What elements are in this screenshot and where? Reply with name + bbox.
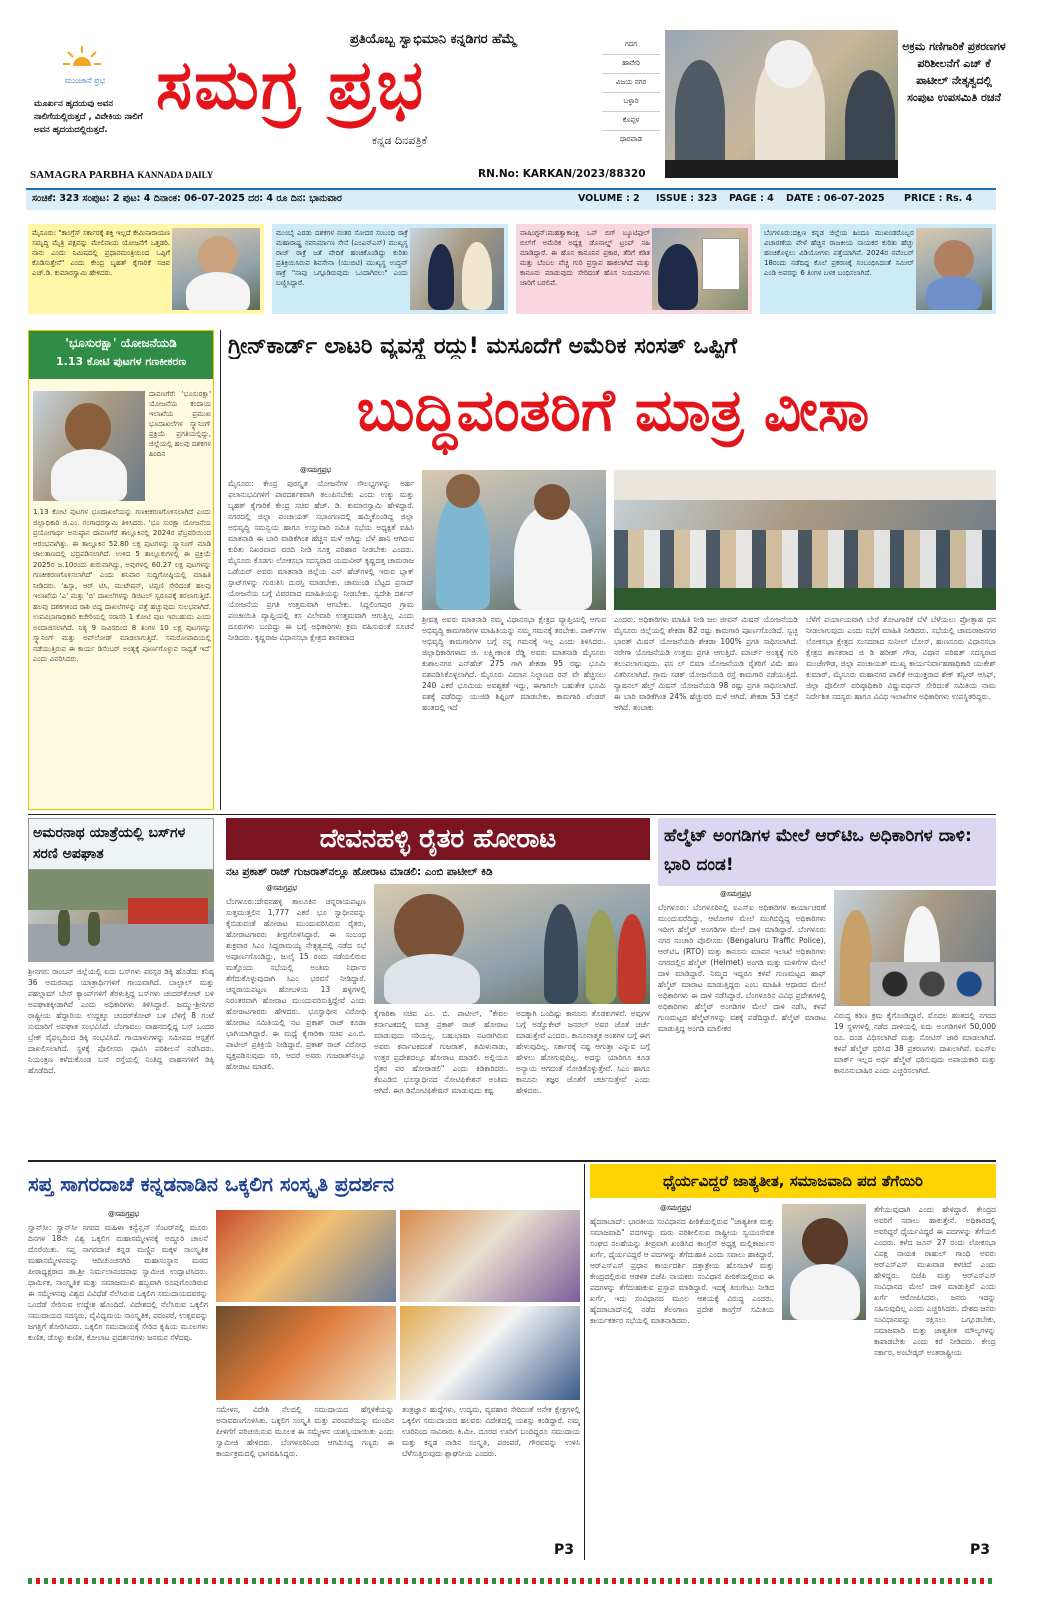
- masthead-subtitle: ಕನ್ನಡ ದಿನಪತ್ರಿಕೆ: [372, 134, 428, 147]
- amarnath-photo: [28, 870, 214, 962]
- devanahalli-section[interactable]: [226, 818, 650, 1158]
- sapta-photo: [216, 1306, 396, 1400]
- bhusuraksha-photo: [33, 391, 145, 501]
- lead-kicker: ಗ್ರೀನ್‌ಕಾರ್ಡ್ ಲಾಟರಿ ವ್ಯವಸ್ಥೆ ರದ್ದು! ಮಸೂದೆಗೆ ಅಮೆರಿಕ ಸಂಸತ್ ಒಪ್ಪಿಗೆ: [228, 334, 738, 359]
- teaser-photo: [652, 228, 748, 310]
- edition-item: ಗದಗ: [602, 36, 660, 55]
- devanahalli-col3: ಅದಕ್ಕಾಗಿ ಒಂದಿಷ್ಟು ಕಾನೂನು ತೊಡಕುಗಳಿವೆ. ಅವುಗಳ ಬಗ್ಗೆ ಅಡ್ವೊಕೇಟ್ ಜನರಲ್ ಅವರ ಜೊತೆ ಚರ್ಚೆ ಮಾಡುತ್ತೇವೆ ಎಂದರು. ಕಾನೂನಾತ್ಮಕ ಅಂಶಗಳ ಬಗ್ಗೆ ಈಗ ಹೇಳುವುದಿಲ್ಲ. ಸರ್ಕಾರಕ್ಕೆ ನಷ್ಟ ಆಗುತ್ತಾ ಎನ್ನುವ ಬಗ್ಗೆ ಹೇಳಲು ಹೋಗುವುದಿಲ್ಲ. ಅದನ್ನು ಯಾರಿಗೂ ಕೂಡ ಅನ್ಯಾಯ ಆಗದಂತೆ ನೋಡಿಕೊಳ್ಳುತ್ತೇವೆ. ಸಿಎಂ ಹಾಗೂ ಕಾನೂನು ತಜ್ಞರ ಜೊತೆಗೆ ಚರ್ಚಿಸುತ್ತೇವೆ ಎಂದು ಹೇಳಿದರು.: [516, 1009, 650, 1095]
- teaser-text: ವಾಷಿಂಗ್ಟನ್:ಮಹತ್ವಾಕಾಂಕ್ಷಿ ಒನ್ ಬಿಗ್ ಬ್ಯೂಟಿಫುಲ್ ಬಿಲ್‌ಗೆ ಅಮೆರಿಕ ಅಧ್ಯಕ್ಷ ಡೊನಾಲ್ಡ್ ಟ್ರಂಪ್ ಸಹಿ ಮಾಡಿದ್ದಾರೆ. ಈ ಹೊಸ ಕಾನೂನಿನ ಪ್ರಕಾರ, ತೆರಿಗೆ ಕಡಿತ ಮತ್ತು ಬೆಂಬಲ ವೆಚ್ಚ ಗುರಿ ಪ್ರಸ್ತಾಪ ಹಾಕಲಾಗಿದೆ ಮತ್ತು ಕಾನೂನು ಮಾಡುವುದು ಸೇರಿದಂತೆ ಹೊಸ ನಿಯಮಗಳು ಜಾರಿಗೆ ಬರಲಿವೆ.: [520, 229, 650, 287]
- divider: [28, 814, 996, 815]
- teaser-photo: [916, 228, 992, 310]
- divider: [584, 1164, 585, 1560]
- motto-top: ಪ್ರತಿಯೊಬ್ಬ ಸ್ವಾಭಿಮಾನಿ ಕನ್ನಡಿಗರ ಹೆಮ್ಮೆ: [350, 32, 517, 47]
- dhairya-col1: ಹೈದರಾಬಾದ್: ಭಾರತೀಯ ಸಂವಿಧಾನದ ಪೀಠಿಕೆಯಲ್ಲಿರುವ "ಜಾತ್ಯತೀತ ಮತ್ತು ಸಮಾಜವಾದಿ" ಪದಗಳನ್ನು ಮರು ಪರಿಶೀಲಿಸುವ ರಾಷ್ಟ್ರೀಯ ಸ್ವಯಂಸೇವಕ ಸಂಘದ ಸಲಹೆಯನ್ನು ತೀವ್ರವಾಗಿ ಖಂಡಿಸಿದ ಕಾಂಗ್ರೆಸ್ ಅಧ್ಯಕ್ಷ ಮಲ್ಲಿಕಾರ್ಜುನ ಖರ್ಗೆ, ಧೈರ್ಯವಿದ್ದರೆ ಆ ಪದಗಳನ್ನು ತೆಗೆದುಹಾಕಿ ಎಂದು ಸವಾಲು ಹಾಕಿದ್ದಾರೆ. ಆರ್‌ಎಸ್‌ಎಸ್ ಪ್ರಧಾನ ಕಾರ್ಯದರ್ಶಿ ದತ್ತಾತ್ರೇಯ ಹೊಸಬಾಳೆ ಮತ್ತು ಕೇಂದ್ರದಲ್ಲಿರುವ ಆಡಳಿತ ಬಿಜೆಪಿ ನಾಯಕರು ಸಂವಿಧಾನ ಪೀಠಿಕೆಯಲ್ಲಿರುವ ಈ ಪದಗಳನ್ನು ತೆಗೆದುಹಾಕುವ ಪ್ರಸ್ತಾಪ ಮಾಡಿದ್ದಾರೆ. ಇದಕ್ಕೆ ತಿರುಗೇಟು ನೀಡಿದ ಖರ್ಗೆ, ಇದು ಸಂವಿಧಾನದ ಮೂಲ ಆಶಯಕ್ಕೆ ವಿರುದ್ಧ ಎಂದರು. ಹೈದರಾಬಾದ್‌ನಲ್ಲಿ ನಡೆದ ತೆಲಂಗಾಣ ಪ್ರದೇಶ ಕಾಂಗ್ರೆಸ್ ಸಮಿತಿಯ ಕಾರ್ಯಕರ್ತರ ಸಭೆಯಲ್ಲಿ ಮಾತನಾಡಿದರು.: [590, 1217, 774, 1325]
- amarnath-headline: ಅಮರನಾಥ ಯಾತ್ರೆಯಲ್ಲಿ ಬಸ್‌ಗಳ ಸರಣಿ ಅಪಘಾತ: [28, 818, 214, 870]
- helmet-col1: ಬೆಂಗಳೂರು: ಬೆಂಗಳೂರಿನಲ್ಲಿ ಐಎಸ್ಐ ಅಧಿಕಾರಿಗಳ ಕಾರ್ಯಾಚರಣೆ ಮುಂದುವರೆದಿದ್ದು, ಆಟೋಗಳ ಮೇಲೆ ಮುಗಿಬಿದ್ದಿದ್ದ ಅಧಿಕಾರಿಗಳು ಇದೀಗ ಹೆಲ್ಮೆಟ್ ಅಂಗಡಿಗಳ ಮೇಲೆ ದಾಳಿ ಮಾಡಿದ್ದಾರೆ. ಬೆಂಗಳೂರು ನಗರ ಸಂಚಾರಿ ಪೊಲೀಸರು (Bengaluru Traffic Police), ಆರ್‌ಟಿಒ (RTO) ಮತ್ತು ಕಾನೂನು ಮಾಪನ ಇಲಾಖೆ ಅಧಿಕಾರಿಗಳು ನಗರದಲ್ಲಿನ ಹೆಲ್ಮೆಟ್ (Helmet) ಅಂಗಡಿ ಮತ್ತು ಮಳಿಗೆಗಳ ಮೇಲೆ ದಾಳಿ ಮಾಡಿದ್ದಾರೆ. ನಿಮ್ಮದ ಇದ್ದರೂ ಕಳಪೆ ಗುಣಮಟ್ಟದ ಹಾಫ್ ಹೆಲ್ಮೆಟ್ ಮಾರಾಟ ಮಾಡುತ್ತಿದ್ದರು ಎಂಬ ಮಾಹಿತಿ ಆಧಾರದ ಮೇಲೆ ಅಧಿಕಾರಿಗಳು ಈ ದಾಳಿ ನಡೆಸಿದ್ದಾರೆ. ಬೆಂಗಳೂರಿನ ವಿವಿಧ ಪ್ರದೇಶಗಳಲ್ಲಿ ಅಧಿಕಾರಿಗಳು ಹೆಲ್ಮೆಟ್ ಅಂಗಡಿಗಳ ಮೇಲೆ ದಾಳಿ ನಡೆಸಿ, ಕಳಪೆ ಗುಣಮಟ್ಟದ ಹೆಲ್ಮೆಟ್‌ಗಳನ್ನು ವಶಕ್ಕೆ ಪಡೆದಿದ್ದಾರೆ. ಹೆಲ್ಮೆಟ್ ಮಾರಾಟ ಮಾಡುತ್ತಿದ್ದ ಅಂಗಡಿ ಮಾಲೀಕರ: [658, 903, 826, 1033]
- teaser-4[interactable]: [760, 224, 996, 314]
- english-daily: KANNADA DAILY: [137, 170, 214, 180]
- lead-col1: ಮೈಸೂರು: ಕೇಂದ್ರ ಪುರಸ್ಕೃತ ಯೋಜನೆಗಳ ಸೌಲಭ್ಯಗಳನ್ನು ಅರ್ಹ ಫಲಾನುಭವಿಗಳಿಗೆ ಪಾರದರ್ಶಕವಾಗಿ ತಲುಪಿಸಬೇಕು ಎಂದು ಉಕ್ಕು ಮತ್ತು ಬೃಹತ್ ಕೈಗಾರಿಕೆ ಕೇಂದ್ರ ಸಚಿವ ಹೆಚ್. ಡಿ. ಕುಮಾರಸ್ವಾಮಿ ಹೇಳಿದ್ದಾರೆ. ನಗರದಲ್ಲಿ ಜಿಲ್ಲಾ ಪಂಚಾಯತ್ ಸಭಾಂಗಣದಲ್ಲಿ ಹಮ್ಮಿಕೊಂಡಿದ್ದ ಜಿಲ್ಲಾ ಅಭಿವೃದ್ಧಿ ಸಮನ್ವಯ ಹಾಗೂ ಉಸ್ತುವಾರಿ ಸಮಿತಿ ಸಭೆಯ ಅಧ್ಯಕ್ಷತೆ ವಹಿಸಿ ಮಾತನಾಡಿ ಈ ಬಾರಿ ವಾಡಿಕೆಗಿಂತ ಹೆಚ್ಚಿನ ಮಳೆ ಆಗಿದ್ದು ಬೆಳೆ ಹಾನಿ ಆಗಿರುವ ಕುರಿತು ನಿಖರವಾದ ವರದಿ ನೀಡಿ ಸೂಕ್ತ ಪರಿಹಾರ ನೀಡಬೇಕು ಎಂದರು. ಮೈಸೂರು ಕೊಡಗು ಲೋಕಸಭಾ ಸದಸ್ಯರಾದ ಯದುವೀರ್ ಕೃಷ್ಣದತ್ತ ಚಾಮರಾಜ ಒಡೆಯರ್ ಅವರು ಮಾತನಾಡಿ ಜಿಲ್ಲೆಯ ಎನ್ ಹೆಚ್‌ಗಳಲ್ಲಿ ಇರುವ ಬ್ಲಾಕ್ ಸ್ಪಾಟ್‌ಗಳನ್ನು ಗುರುತಿಸಿ ದುರಸ್ತಿ ಮಾಡಬೇಕು. ಚಾಮುಂಡಿ ಬೆಟ್ಟದ ಪ್ರಸಾದ್ ಯೋಜನೆಯ ಬಗ್ಗೆ ವಿವರವಾದ ಮಾಹಿತಿಯನ್ನು ನೀಡಬೇಕು. ಸ್ವದೇಶಿ ದರ್ಶನ್ ಯೋಜನೆಯ ಪ್ರಗತಿ ಉತ್ತಮವಾಗಿ ಆಗಬೇಕು. ಸಿದ್ದಲಿಂಗಪುರ ಗ್ರಾಮ ಪಂಚಾಯಿತಿ ವ್ಯಾಪ್ತಿಯಲ್ಲಿ ಕಸ ವಿಲೇವಾರಿ ಉತ್ತಮವಾಗಿ ಆಗುತ್ತಿಲ್ಲ ಎಂದು ದೂರುಗಳು ಬಂದಿದ್ದು ಈ ಬಗ್ಗೆ ಅಧಿಕಾರಿಗಳು ಕ್ರಮ ವಹಿಸುವಂತೆ ಸೂಚನೆ ನೀಡಿದರು. ಕೃಷ್ಣರಾಜ ವಿಧಾನಸಭಾ ಕ್ಷೇತ್ರದ ಶಾಸಕರಾದ: [228, 479, 414, 642]
- teaser-2[interactable]: [272, 224, 508, 314]
- english-title: SAMAGRA PARBHA: [30, 169, 135, 181]
- teaser-text: ಮೈಸೂರು: "ಕಾಂಗ್ರೆಸ್ ಸರ್ಕಾರಕ್ಕೆ ಶಕ್ತಿ ಇಲ್ಲದೆ ಕೇಮಿನಾರಾಯಣ ಸಮೃದ್ಧಿ ಮೈತ್ರಿ ಪಕ್ಷವನ್ನು ಮೇಲಿನಾಯ ಯೋಜನೆಗೆ ಒತ್ತಡರಿ. ನಾನು ಎಂದು ನಿಮಿಷದಲ್ಲಿ ಪ್ರಧಾನಮಂತ್ರಿಯಿಂದ ಒಪ್ಪಿಗೆ ಕೊಡಿಸುತ್ತೇನೆ" ಎಂದು ಕೇಂದ್ರ ಬೃಹತ್ ಕೈಗಾರಿಕೆ ಸಚಿವ ಎಚ್.ಡಿ. ಕುಮಾರಸ್ವಾಮಿ ಹೇಳಿದರು.: [32, 229, 170, 277]
- dhairya-byline: @ಸಮಗ್ರಪ್ರಭ: [660, 1204, 692, 1212]
- devanahalli-byline: @ಸಮಗ್ರಪ್ರಭ: [266, 884, 298, 892]
- lead-headline: ಬುದ್ಧಿವಂತರಿಗೆ ಮಾತ್ರ ವೀಸಾ: [356, 376, 870, 444]
- teaser-3[interactable]: [516, 224, 752, 314]
- teaser-1[interactable]: [28, 224, 264, 314]
- info-kannada: ಸಂಚಿಕೆ: 323 ಸಂಪುಟ: 2 ಪುಟ: 4 ದಿನಾಂಕ: 06-07-2025 ದರ: 4 ರೂ ದಿನ: ಭಾನುವಾರ: [32, 193, 342, 204]
- helmet-headline-box: [658, 818, 996, 886]
- sapta-section[interactable]: [28, 1164, 580, 1560]
- helmet-headline: ಹೆಲ್ಮೆಟ್ ಅಂಗಡಿಗಳ ಮೇಲೆ ಆರ್‌ಟಿಒ ಅಧಿಕಾರಿಗಳ ದಾಳಿ: ಭಾರಿ ದಂಡ!: [664, 826, 972, 875]
- edition-list: [602, 36, 660, 150]
- sapta-col1: ಸ್ವಾನ್‌ಸೀ: ಸ್ವಾನ್‌ಸೀ ನಗರದ ಮಹಿಳಾ ಕನ್ವೆನ್ಷನ್ ಸೆಂಟರ್‌ನಲ್ಲಿ ಮೂರು ದಿನಗಳ 18ನೇ ವಿಶ್ವ ಒಕ್ಕಲಿಗ ಮಹಾಸಮ್ಮೇಳನಕ್ಕೆ ಅದ್ದೂರಿ ಚಾಲನೆ ದೊರೆಯಿತು. ಸಪ್ತ ಸಾಗರದಾಚೆ ಕನ್ನಡ ಮಣ್ಣಿನ ಮಕ್ಕಳ ಸಾಂಸ್ಕೃತಿಕ ಮಹಾಸಮ್ಮೇಳನವನ್ನು ಆದಿಚುಂಚನಗಿರಿ ಮಹಾಸಂಸ್ಥಾನ ಮಠದ ಪೀಠಾಧ್ಯಕ್ಷರಾದ ಡಾ.ಶ್ರೀ ನಿರ್ಮಲಾನಂದನಾಥ ಸ್ವಾಮೀಜಿ ಉದ್ಘಾಟಿಸಿದರು. ಧಾರ್ಮಿಕ, ಸಾಂಸ್ಕೃತಿಕ ಮತ್ತು ಸಮಾಜಮುಖಿ ಹಬ್ಬವಾಗಿ ರೂಪುಗೊಂಡಿರುವ ಈ ಸಮ್ಮೇಳನವು ವಿಶ್ವದ ವಿವಿಧೆಡೆ ನೆಲೆಸಿರುವ ಒಕ್ಕಲಿಗ ಸಮುದಾಯದವರನ್ನು ಒಂದೆಡೆ ಸೇರಿಸುವ ಉದ್ದೇಶ ಹೊಂದಿದೆ. ವಿದೇಶದಲ್ಲಿ ನೆಲೆಸಿರುವ ಒಕ್ಕಲಿಗ ಸಮುದಾಯದ ಸದಸ್ಯರು, ವೈವಿಧ್ಯಮಯ ಸಾಂಸ್ಕೃತಿಕ, ಪರಂಪರೆ, ಉತ್ಸವವನ್ನು ಜಗತ್ತಿಗೆ ತೋರಿಸಿದರು. ಒಕ್ಕಲಿಗ ಸಮುದಾಯಕ್ಕೆ ಸೇರಿದ ಕೃಷಿಯ ಮೂಲಗಳು ಕುಣಿತ, ಡೊಳ್ಳು ಕುಣಿತ, ಕೋಲಾಟ ಪ್ರದರ್ಶನಗಳು ಜನಮನ ಸೆಳೆದವು.: [28, 1223, 208, 1342]
- devanahalli-col2: ಕೈಗಾರಿಕಾ ಸಚಿವ ಎಂ. ಬಿ. ಪಾಟೀಲ್, "ಕೇವಲ ಕರ್ನಾಟಕದಲ್ಲಿ ಮಾತ್ರ ಪ್ರಕಾಶ್ ರಾಜ್ ಹೋರಾಟ ಮಾಡುವುದು ಸರಿಯಲ್ಲ. ಬಹುಭಾಷಾ ನಟರಾಗಿರುವ ಅವರು ಕರ್ನಾಟಕದಂತೆ ಗುಜರಾತ್, ತಮಿಳುನಾಡು, ಉತ್ತರ ಪ್ರದೇಶದಲ್ಲೂ ಹೋರಾಟ ಮಾಡಲಿ. ಅಲ್ಲಿಯೂ ರೈತರ ಪರ ಹೋರಾಡಲಿ" ಎಂದು ಕಿಡಿಕಾರಿದರು. ಕೆಐಎಡಿಬಿ ಭೂಸ್ವಾಧೀನದ ನೋಟಿಫಿಕೇಶನ್ ಅಂತಿಮ ಆಗಿದೆ. ಈಗ ಡಿನೋಟಿಫಿಕೇಷನ್ ಮಾಡುವುದು ಕಷ್ಟ: [374, 1009, 508, 1095]
- info-issue: ISSUE : 323: [656, 193, 718, 204]
- top-story-headline: ಅಕ್ರಮ ಗಣಿಗಾರಿಕೆ ಪ್ರಕರಣಗಳ ಪರಿಶೀಲನೆಗೆ ಎಚ್ ಕೆ ಪಾಟೀಲ್ ನೇತೃತ್ವದಲ್ಲಿ ಸಂಪುಟ ಉಪಸಮಿತಿ ರಚನೆ: [902, 40, 1006, 104]
- divider: [220, 330, 221, 810]
- dhairya-headline: ಧೈರ್ಯವಿದ್ದರೆ ಜಾತ್ಯತೀತ, ಸಮಾಜವಾದಿ ಪದ ತೆಗೆಯಿರಿ: [663, 1172, 923, 1190]
- lead-byline: @ಸಮಗ್ರಪ್ರಭ: [300, 466, 332, 474]
- helmet-col2: ವಿರುದ್ಧ ಕಠಿಣ ಕ್ರಮ ಕೈಗೊಂಡಿದ್ದಾರೆ. ಮೊದಲ ಹಂತದಲ್ಲಿ ನಗರದ 19 ಸ್ಥಳಗಳಲ್ಲಿ ನಡೆದ ದಾಳಿಯಲ್ಲಿ ಐದು ಅಂಗಡಿಗಳಿಗೆ 50,000 ರೂ. ದಂಡ ವಿಧಿಸಲಾಗಿದೆ ಮತ್ತು ನೋಟಿಸ್ ಜಾರಿ ಮಾಡಲಾಗಿದೆ. ಕಳಪೆ ಹೆಲ್ಮೆಟ್ ಧರಿಸಿದ 38 ಪ್ರಕರಣಗಳು ದಾಖಲಾಗಿವೆ. ಐಎಸ್ಐ ಮಾರ್ಕ್ ಇಲ್ಲದ ಅರ್ಧ ಹೆಲ್ಮೆಟ್ ಧರಿಸುವುದು ಅಪಾಯಕಾರಿ ಮತ್ತು ಕಾನೂನುಬಾಹಿರ ಎಂದು ಎಚ್ಚರಿಸಲಾಗಿದೆ.: [834, 1011, 996, 1075]
- dhairya-section[interactable]: [590, 1164, 996, 1560]
- sapta-headline: ಸಪ್ತ ಸಾಗರದಾಚೆ ಕನ್ನಡನಾಡಿನ ಒಕ್ಕಲಿಗ ಸಂಸ್ಕೃತಿ ಪ್ರದರ್ಶನ: [28, 1172, 394, 1196]
- masthead-title: ಸಮಗ್ರ ಪ್ರಭ: [156, 46, 426, 125]
- sapta-photo-collage: [216, 1210, 580, 1400]
- lead-col4: ಬೆಳೆಗೆ ಪರ್ಯಾಯವಾಗಿ ಬೇರೆ ತೋಟಗಾರಿಕೆ ಬೆಳೆ ಬೆಳೆಯಲು ಪ್ರೋತ್ಸಾಹ ಧನ ನೀಡಲಾಗುವುದು ಎಂದು ಸಭೆಗೆ ಮಾಹಿತಿ ನೀಡಿದರು. ಸಭೆಯಲ್ಲಿ ಚಾಮರಾಜನಗರ ಲೋಕಸಭಾ ಕ್ಷೇತ್ರದ ಸಂಸದರಾದ ಸುನೀಲ್ ಬೋಸ್, ಹುಣಸೂರು ವಿಧಾನಸಭಾ ಕ್ಷೇತ್ರದ ಶಾಸಕರಾದ ಜಿ ಡಿ ಹರೀಶ್ ಗೌಡ, ವಿಧಾನ ಪರಿಷತ್ ಸದಸ್ಯರಾದ ಮಂಜೇಗೌಡ, ಜಿಲ್ಲಾ ಪಂಚಾಯತ್ ಮುಖ್ಯ ಕಾರ್ಯನಿರ್ವಾಹಣಾಧಿಕಾರಿ ಯುಕೇಶ್ ಕುಮಾರ್, ಮೈಸೂರು ಮಹಾನಗರ ಪಾಲಿಕೆ ಆಯುಕ್ತರಾದ ಶೇಕ್ ತನ್ವೀರ್ ಆಸಿಫ್, ಜಿಲ್ಲಾ ಪೊಲೀಸ್ ವರಿಷ್ಠಾಧಿಕಾರಿ ವಿಷ್ಣುವರ್ಧನ್ ಸೇರಿದಂತೆ ಸಮಿತಿಯ ನಾಮ ನಿರ್ದೇಶಿತ ಸದಸ್ಯರು ಹಾಗೂ ವಿವಿಧ ಇಲಾಖೆಗಳ ಅಧಿಕಾರಿಗಳು ಉಪಸ್ಥಿತರಿದ್ದರು.: [806, 615, 996, 701]
- masthead: [0, 0, 1046, 190]
- sapta-photo: [216, 1210, 396, 1302]
- devanahalli-headline-box: [226, 818, 650, 860]
- sapta-col2: ಸಮೇಳನ, ವಿದೇಶಿ ನೆಲದಲ್ಲಿ ಸಮುದಾಯದ ಹೆಗ್ಗಳಿಕೆಯನ್ನು ಅನಾವರಣಗೊಳಿಸಿತು. ಒಕ್ಕಲಿಗ ಸಂಸ್ಕೃತಿ ಮತ್ತು ಪರಂಪರೆಯನ್ನು ಮುಂದಿನ ಪೀಳಿಗೆಗೆ ಪರಿಚಯಿಸುವ ಮೂಲಕ ಈ ಸಮ್ಮೇಳನ ಯಶಸ್ವಿಯಾಯಿತು ಎಂದು ಸ್ವಾಮೀಜಿ ಹೇಳಿದರು. ಬೆಂಗಳೂರಿನಿಂದ ಆಗಮಿಸಿದ್ದ ಗಣ್ಯರು ಈ ಕಾರ್ಯಕ್ರಮದಲ್ಲಿ ಭಾಗವಹಿಸಿದ್ದರು.: [216, 1405, 394, 1458]
- english-name: [30, 169, 290, 181]
- amarnath-body: ಶ್ರೀನಗರ: ರಾಂಬನ್ ಜಿಲ್ಲೆಯಲ್ಲಿ ಐದು ಬಸ್‌ಗಳು ಪರಸ್ಪರ ಡಿಕ್ಕಿ ಹೊಡೆದು ಕನಿಷ್ಠ 36 ಅಮರನಾಥ ಯಾತ್ರಾರ್ಥಿಗಳಿಗೆ ಗಾಯವಾಗಿದೆ. ಬಾಲ್ಟಾಲ್ ಮತ್ತು ಪಹಲ್ಗಾಮ್ ಬೇಸ್ ಕ್ಯಾಂಪ್‌ಗಳಿಗೆ ತೆರಳುತ್ತಿದ್ದ ಬಸ್‌ಗಳು ಚಂದರ್‌ಕೋಟ್ ಬಳಿ ಅಪಘಾತಕ್ಕೀಡಾಗಿವೆ ಎಂದು ಅಧಿಕಾರಿಗಳು ತಿಳಿಸಿದ್ದಾರೆ. ಜಮ್ಮು-ಶ್ರೀನಗರ ರಾಷ್ಟ್ರೀಯ ಹೆದ್ದಾರಿಯ ಉದ್ದಕ್ಕೂ ಚಂದರ್‌ಕೋಟ್ ಬಳಿ ಬೆಳಿಗ್ಗೆ 8 ಗಂಟೆ ಸುಮಾರಿಗೆ ಅಪಘಾತ ಸಂಭವಿಸಿದೆ. ಬೆಂಗಾವಲು ವಾಹನದಲ್ಲಿದ್ದ ಬಸ್ ಒಂದರ ಬ್ರೇಕ್ ವೈಫಲ್ಯದಿಂದ ಡಿಕ್ಕಿ ಸಂಭವಿಸಿದೆ. ಗಾಯಾಳುಗಳನ್ನು ಸಮೀಪದ ಆಸ್ಪತ್ರೆಗೆ ದಾಖಲಿಸಲಾಗಿದೆ. ಸ್ಥಳಕ್ಕೆ ಪೊಲೀಸರು ಧಾವಿಸಿ ಪರಿಶೀಲನೆ ನಡೆಸಿದರು. ನಿಯಂತ್ರಣ ಕಳೆದುಕೊಂಡ ಬಸ್ ರಸ್ತೆಯಲ್ಲಿ ನಿಂತಿದ್ದ ವಾಹನಗಳಿಗೆ ಡಿಕ್ಕಿ ಹೊಡೆದಿದೆ.: [28, 967, 214, 1075]
- devanahalli-col1: ಬೆಂಗಳೂರು:ದೇವನಹಳ್ಳಿ ತಾಲೂಕಿನ ಚನ್ನರಾಯಪಟ್ಟಣ ಸುತ್ತಮುತ್ತಲಿನ 1,777 ಎಕರೆ ಭೂ ಸ್ವಾಧೀನವನ್ನು ಕೈಬಿಡುವಂತೆ ಹೋರಾಟ ಮುಂದುವರಿಸಿರುವ ರೈತರು, ಹೋರಾಟಗಾರರು ತೀವ್ರಗೊಳಿಸಿದ್ದಾರೆ. ಈ ಸಂಬಂಧ ಶುಕ್ರವಾರ ಸಿಎಂ ಸಿದ್ದರಾಮಯ್ಯ ನೇತೃತ್ವದಲ್ಲಿ ನಡೆದ ಸಭೆ ಅಪೂರ್ಣಗೊಂಡಿದ್ದು, ಜುಲೈ 15 ರಂದು ನಡೆಯಲಿರುವ ಮತ್ತೊಂದು ಸಭೆಯಲ್ಲಿ ಅಂತಿಮ ನಿರ್ಧಾರ ತೆಗೆದುಕೊಳ್ಳುವುದಾಗಿ ಸಿಎಂ ಭರವಸೆ ನೀಡಿದ್ದಾರೆ. ಚನ್ನರಾಯಪಟ್ಟಣ ಹೋಬಳಿಯ 13 ಹಳ್ಳಿಗಳಲ್ಲಿ ನಿರಂತರವಾಗಿ ಹೋರಾಟ ಮುಂದುವರಿಸುತ್ತಿದ್ದೇವೆ ಎಂದು ಹೋರಾಟಗಾರರು ಹೇಳಿದರು. ಭೂಸ್ವಾಧೀನ ವಿರೋಧಿ ಹೋರಾಟ ಸಮಿತಿಯಲ್ಲಿ ನಟ ಪ್ರಕಾಶ್ ರಾಜ್ ಕೂಡಾ ಭಾಗಿಯಾಗಿದ್ದಾರೆ. ಈ ಮಧ್ಯೆ ಕೈಗಾರಿಕಾ ಸಚಿವ ಎಂ.ಬಿ. ಪಾಟೀಲ್ ಪ್ರತಿಕ್ರಿಯೆ ನೀಡಿದ್ದಾರೆ. ಪ್ರಕಾಶ್ ರಾಜ್ ವಿರೋಧ ವ್ಯಕ್ತಪಡಿಸುವುದು ಸರಿ, ಆದರೆ ಅವರು ಗುಜರಾತ್‌ನಲ್ಲೂ ಹೋರಾಟ ಮಾಡಲಿ.: [226, 897, 366, 1071]
- info-date: DATE : 06-07-2025: [786, 193, 885, 204]
- helmet-photo: [834, 890, 996, 1006]
- edition-item: ವಿಜಯ ನಗರ: [602, 74, 660, 93]
- lead-photo-1: [422, 470, 606, 610]
- edition-item: ಕೊಪ್ಪಳ: [602, 112, 660, 131]
- sapta-photo: [400, 1306, 580, 1400]
- lead-photo-2: [614, 470, 996, 610]
- dhairya-headline-box: [590, 1164, 996, 1198]
- devanahalli-headline: ದೇವನಹಳ್ಳಿ ರೈತರ ಹೋರಾಟ: [319, 824, 557, 854]
- teaser-text: ಮುಂಬೈ ಎರಡು ದಶಕಗಳ ನಂತರ ಸೋದರ ಸಂಬಂಧಿ ಠಾಕ್ರೆ ಮಹಾರಾಷ್ಟ್ರ ನವನಿರ್ಮಾಣ ಸೇನೆ (ಎಂಎನ್‌ಎಸ್) ಮುಖ್ಯಸ್ಥ ರಾಜ್ ಠಾಕ್ರೆ ಜತೆ ವೇದಿಕೆ ಹಂಚಿಕೊಂಡಿದ್ದು ಕುರಿತು ಪ್ರತಿಕ್ರಿಯಿಸಿರುವ ಶಿವಸೇನಾ (ಯುಬಿಟಿ) ಮುಖ್ಯಸ್ಥ ಉದ್ಧವ್ ಠಾಕ್ರೆ "ನಾವು ಒಗ್ಗೂಡಿರುವುದು ಒಂದಾಗಿರಲು" ಎಂದು ಬಣ್ಣಿಸಿದ್ದಾರೆ.: [276, 229, 408, 287]
- dhairya-col2: ತೆಗೆಯುವುದಾಗಿ ಎಂದು ಹೇಳಿದ್ದಾರೆ. ಕೇಂದ್ರದ ಅವರಿಗೆ ಸವಾಲು ಹಾಕುತ್ತೇನೆ. ಅಧಿಕಾರದಲ್ಲಿ ಅವರಿದ್ದರೆ ಧೈರ್ಯವಿದ್ದರೆ ಈ ಪದಗಳನ್ನು ತೆಗೆಯಲಿ ಎಂದರು. ಕಳೆದ ಜೂನ್ 27 ರಂದು ಲೋಕಸಭಾ ವಿಪಕ್ಷ ನಾಯಕ ರಾಹುಲ್ ಗಾಂಧಿ ಅವರು ಆರ್‌ಎಸ್‌ಎಸ್ ಮುಖವಾಡ ಕಳಚಿದೆ ಎಂದು ಹೇಳಿದ್ದರು. ಬಿಜೆಪಿ ಮತ್ತು ಆರ್‌ಎಸ್‌ಎಸ್ ಸಂವಿಧಾನದ ಮೇಲೆ ದಾಳಿ ಮಾಡುತ್ತಿವೆ ಎಂದು ಖರ್ಗೆ ಆರೋಪಿಸಿದರು. ಜನರು ಇದನ್ನು ಸಹಿಸುವುದಿಲ್ಲ ಎಂದು ಎಚ್ಚರಿಸಿದರು. ದೇಶದ ಜನರು ಸಂವಿಧಾನವನ್ನು ರಕ್ಷಿಸಲು ಒಗ್ಗೂಡಬೇಕು, ಸಮಾಜವಾದಿ ಮತ್ತು ಜಾತ್ಯತೀತ ಮೌಲ್ಯಗಳನ್ನು ಕಾಪಾಡಬೇಕು ಎಂದು ಕರೆ ನೀಡಿದರು. ಕೇಂದ್ರ ಸರ್ಕಾರ, ಅಂಬೇಡ್ಕರ್ ಅಂತರಾಷ್ಟ್ರೀಯ: [874, 1205, 996, 1357]
- teaser-text: ಬೆಂಗಳೂರು:ದಕ್ಷಿಣ ಕನ್ನಡ ಜಿಲ್ಲೆಯ ಹಿಂದೂ ಮುಖಂಡರೊಬ್ಬರ ವಿಚಾರಣೆಯ ವೇಳೆ ಹೆಚ್ಚಿನ ರಾಜಕೀಯ ನಾಯಕರ ಕುರಿತು ಹೆಚ್ಚು ಹಂಚಿಕೊಳ್ಳಲು ವಿಡಿಯೋಗಳು ಪತ್ತೆಯಾಗಿವೆ. 2024ರ ನವೆಂಬರ್ 18ರಂದು ನಡೆದಿದ್ದ ಕೊಲೆ ಪ್ರಕರಣಕ್ಕೆ ಸಂಬಂಧಿಸಿದಂತೆ ಸಮೀರ್ ಎಂಡಿ ಅವರನ್ನು 6 ತಿಂಗಳ ಬಳಕ ಬಂಧಿಸಲಾಗಿದೆ.: [764, 229, 914, 277]
- info-bar: [26, 188, 996, 210]
- page-marker: P3: [970, 1542, 991, 1558]
- rn-number: RN.No: KARKAN/2023/88320: [478, 168, 646, 180]
- devanahalli-subheadline: ನಟ ಪ್ರಕಾಶ್ ರಾಜ್ ಗುಜರಾತ್‌ನಲ್ಲೂ ಹೋರಾಟ ಮಾಡಲಿ: ಎಂಬಿ ಪಾಟೀಲ್ ಕಿಡಿ: [226, 866, 493, 878]
- bhusuraksha-title-box: [29, 331, 213, 379]
- teaser-photo: [172, 228, 260, 310]
- sun-logo-icon: [62, 44, 102, 72]
- bhusuraksha-title: 'ಭೂಸುರಕ್ಷಾ' ಯೋಜನೆಯಡಿ: [65, 336, 177, 350]
- teaser-photo: [410, 228, 504, 310]
- sapta-byline: @ಸಮಗ್ರಪ್ರಭ: [108, 1210, 140, 1218]
- bhusuraksha-body: 1.13 ಕೋಟಿ ಪುಟಗಳ ಭೂದಾಖಲೆಯನ್ನು ಗಣಕೀಕರಣಗೊಳಿಸಲಾಗಿದೆ ಎಂದು ಜಿಲ್ಲಾಧಿಕಾರಿ ಜಿ.ಎಂ. ಗಂಗಾಧರಸ್ವಾಮಿ ತಿಳಿಸಿದರು. 'ಭೂ ಸುರಕ್ಷಾ ಯೋಜನೆಯ ಪ್ರಯೋಗಾರ್ಥ ಅನುಷ್ಠಾನ ದಾವಣಗೆರೆ ತಾಲ್ಲೂಕಿನಲ್ಲಿ 2024ರ ಫೆಬ್ರವರಿಯಿಂದ ಆರಂಭವಾಗಿತ್ತು. ಈ ತಾಲ್ಲೂಕಿನ 52.80 ಲಕ್ಷ ಪುಟಗಳನ್ನು ಸ್ಕ್ಯಾನಿಂಗ್ ಮಾಡಿ ಜಾಲತಾಣದಲ್ಲಿ ಭದ್ರಪಡಿಸಲಾಗಿದೆ. ಉಳಿದ 5 ತಾಲ್ಲೂಕುಗಳಲ್ಲಿ ಈ ಪ್ರಕ್ರಿಯೆ 2025ರ ಜ.10ರಂದು ಶುರುವಾಗಿದ್ದು, ಅವುಗಳಲ್ಲಿ 60.27 ಲಕ್ಷ ಪುಟಗಳನ್ನು ಗಣಕೀಕರಣಗೊಳಿಸಲಾಗಿದೆ' ಎಂದು ಶನಿವಾರ ಸುದ್ದಿಗೋಷ್ಠಿಯಲ್ಲಿ ಮಾಹಿತಿ ನೀಡಿದರು. 'ಹಿಸ್ಸಾ, ಆರ್ ಟಿಸಿ, ಮುಟೇಷನ್, ಟಿಪ್ಪಣಿ ಸೇರಿದಂತೆ ಹಲವು ಇಲಾಖೆಯ 'ಎ' ಮತ್ತು 'ಬಿ' ದಾಖಲೆಗಳನ್ನು ಡಿಜಿಟಲ್ ಸ್ವರೂಪಕ್ಕೆ ತರಲಾಗುತ್ತಿದೆ. ಹಲವು ದಶಕಗಳಿಂದ ರಾಶಿ ಬಿದ್ದ ದಾಖಲೆಗಳನ್ನು ಪತ್ತೆ ಹಚ್ಚುವುದು ಸುಲಭವಾಗಿದೆ. ಉಪವಿಭಾಗಾಧಿಕಾರಿ ಕಚೇರಿಯಲ್ಲಿ ಸರಾಸರಿ 1 ಕೋಟಿ ಪುಟ ಇರಬಹುದು ಎಂದು ಅಂದಾಜಿಸಲಾಗಿದೆ. ನಿತ್ಯ 9 ಸಾವಿರದಿಂದ 8 ತಿಂಗಳ 10 ಲಕ್ಷ ಪುಟಗಳನ್ನು ಸ್ಕ್ಯಾನಿಂಗ್ ಮತ್ತು ಅಪ್‌ಲೋಡ್ ಮಾಡಲಾಗುತ್ತಿದೆ. ಸಮರೋಪಾದಿಯಲ್ಲಿ ನಡೆಯುತ್ತಿರುವ ಈ ಕಾರ್ಯ ಡಿಸೆಂಬರ್ ಅಂತ್ಯಕ್ಕೆ ಪೂರ್ಣಗೊಳ್ಳುವ ಸಾಧ್ಯತೆ ಇದೆ' ಎಂದು ವಿವರಿಸಿದರು.: [33, 508, 211, 663]
- top-story-photo: [665, 30, 898, 178]
- bhusuraksha-side-text: ದಾವಣಗೆರೆ: 'ಭೂಸುರಕ್ಷಾ' ಯೋಜನೆಯ ಕಂದಾಯ ಇಲಾಖೆಯ ಪ್ರಮುಖ ಭೂದಾಖಲೆಗಳ ಸ್ಕ್ಯಾನಿಂಗ್ ಪ್ರಕ್ರಿಯೆ ಪ್ರಗತಿಯಲ್ಲಿದ್ದು, ಜಿಲ್ಲೆಯಲ್ಲಿ ಹಲವು ದಶಕಗಳ ಹಿಂದಿನ: [149, 390, 211, 458]
- logo-caption: ಮುಂಜಾನೆ ಪ್ರಭ: [64, 76, 106, 85]
- dhairya-photo: [782, 1204, 866, 1320]
- bhusuraksha-section[interactable]: [28, 330, 214, 810]
- sapta-col3: ತಂತ್ರಜ್ಞಾನ ಹುದ್ದೆಗಳು, ಉದ್ಯಮ, ವ್ಯವಹಾರ ಸೇರಿದಂತೆ ಅನೇಕ ಕ್ಷೇತ್ರಗಳಲ್ಲಿ ಒಕ್ಕಲಿಗ ಸಮುದಾಯದ ಹಲವರು ವಿದೇಶದಲ್ಲಿ ಯಶಸ್ಸು ಕಂಡಿದ್ದಾರೆ. ನಮ್ಮ ಊರಿನಿಂದ ಸಾವಿರಾರು ಕಿ.ಮೀ. ದೂರದ ಊರಿಗೆ ಬಂದಿದ್ದರೂ ಸಮುದಾಯ ಮತ್ತು ಕನ್ನಡ ನಾಡಿನ ಸಂಸ್ಕೃತಿ, ಪರಂಪರೆ, ಗೌರವವನ್ನು ಉಳಿಸಿ ಬೆಳೆಸುತ್ತಿರುವುದು ಶ್ಲಾಘನೀಯ ಎಂದರು.: [402, 1405, 580, 1458]
- info-page: PAGE : 4: [729, 193, 774, 204]
- amarnath-section[interactable]: [28, 818, 214, 1158]
- page-marker: P3: [554, 1542, 575, 1558]
- bottom-border: [28, 1578, 996, 1584]
- edition-item: ಬಳ್ಳಾರಿ: [602, 93, 660, 112]
- edition-item: ಧಾರವಾಡ: [619, 135, 643, 143]
- lead-col2: ಶ್ರೀವತ್ಸ ಅವರು ಮಾತನಾಡಿ ನಮ್ಮ ವಿಧಾನಸಭಾ ಕ್ಷೇತ್ರದ ವ್ಯಾಪ್ತಿಯಲ್ಲಿ ಆಗುವ ಅಭಿವೃದ್ಧಿ ಕಾಮಗಾರಿಗಳ ಮಾಹಿತಿಯನ್ನು ನಮ್ಮ ಗಮನಕ್ಕೆ ತರಬೇಕು. ಪಾರ್ಕ್‌ಗಳ ಅಭಿವೃದ್ಧಿ ಕಾಮಗಾರಿಗಳ ಬಗ್ಗೆ ನನ್ನ ಗಮನಕ್ಕೆ ಇಲ್ಲ ಎಂದು ತಿಳಿಸಿದರು. ಜಿಲ್ಲಾಧಿಕಾರಿಗಳಾದ ಜಿ. ಲಕ್ಷ್ಮೀಕಾಂತ ರೆಡ್ಡಿ ಅವರು ಮಾತನಾಡಿ ಮೈಸೂರು ಕುಶಾಲನಗರ ಎನ್‌ಹೆಚ್ 275 ಗಾಗಿ ಶೇಕಡಾ 95 ರಷ್ಟು ಭೂಮಿ ವಶಪಡಿಸಿಕೊಳ್ಳಲಾಗಿದೆ. ಮೈಸೂರು ವಿಮಾನ ನಿಲ್ದಾಣದ ರನ್ ವೇ ಹೆಚ್ಚಿಸಲು 240 ಎಕರೆ ಭೂಮಿಯ ಅವಶ್ಯಕತೆ ಇದ್ದು, ಈಗಾಗಲೇ ಬಹುತೇಕ ಭೂಮಿ ವಶಕ್ಕೆ ಪಡೆದಿದ್ದು ಯುಜಿಡಿ ಶಿಫ್ಟಿಂಗ್ ಮಾಡಬೇಕು. ಕಾಮಗಾರಿ ಟೆಂಡರ್ ಹಂತದಲ್ಲಿ ಇದೆ: [422, 615, 606, 712]
- info-price: PRICE : Rs. 4: [904, 193, 973, 204]
- left-quote: ಮೂರ್ಖನ ಹೃದಯವು ಅವನ ನಾಲಿಗೆಯಲ್ಲಿರುತ್ತದೆ , ವಿವೇಕಿಯ ನಾಲಿಗೆ ಅವನ ಹೃದಯದಲ್ಲಿರುತ್ತದೆ.: [34, 99, 143, 135]
- edition-item: ಹಾವೇರಿ: [602, 55, 660, 74]
- divider: [28, 1160, 996, 1162]
- lead-col3: ಎಂದರು. ಅಧಿಕಾರಿಗಳು ಮಾಹಿತಿ ನೀಡಿ ಜಲ ಜೀವನ್ ಮಿಷನ್ ಯೋಜನೆಯಡಿ ಮೈಸೂರು ಜಿಲ್ಲೆಯಲ್ಲಿ ಶೇಕಡಾ 82 ರಷ್ಟು ಕಾಮಗಾರಿ ಪೂರ್ಣಗೊಂಡಿದೆ. ಸ್ವಚ್ಛ ಭಾರತ್ ಮಿಷನ್ ಯೋಜನೆಯಡಿ ಶೇಕಡಾ 100% ಪ್ರಗತಿ ಸಾಧಿಸಲಾಗಿದೆ. ನರೇಗಾ ಯೋಜನೆಯಡಿ ಉತ್ತಮ ಪ್ರಗತಿ ಆಗುತ್ತಿದೆ. ಮಾರ್ಚ್ ಅಂತ್ಯಕ್ಕೆ ಗುರಿ ತಲುಪಲಾಗುವುದು. ಫಸ ಲ್ ಬಿಮಾ ಯೋಜನೆಯಡಿ ರೈತರಿಗೆ ವಿಮೆ ಹಣ ವಿತರಿಸಲಾಗಿದೆ. ಗ್ರಾಮ ಸಡಕ್ ಯೋಜನೆಯಡಿ ರಸ್ತೆ ಕಾಮಗಾರಿ ನಡೆಯುತ್ತಿದೆ. ನ್ಯಾಷನಲ್ ಹೆಲ್ತ್ ಮಿಷನ್ ಯೋಜನೆಯಡಿ 98 ರಷ್ಟು ಪ್ರಗತಿ ಸಾಧಿಸಲಾಗಿದೆ. ಈ ಬಾರಿ ವಾಡಿಕೆಗಿಂತ 24% ಹೆಚ್ಚುವರಿ ಮಳೆ ಆಗಿದೆ. ಶೇಕಡಾ 53 ಬಿತ್ತನೆ ಆಗಿದೆ. ತಂಬಾಕು: [614, 615, 798, 712]
- helmet-byline: @ಸಮಗ್ರಪ್ರಭ: [720, 890, 752, 898]
- bhusuraksha-subtitle: 1.13 ಕೋಟಿ ಪುಟಗಳ ಗಣಕೀಕರಣ: [55, 355, 187, 368]
- helmet-section[interactable]: [658, 818, 996, 1158]
- devanahalli-photo: [374, 884, 650, 1004]
- info-volume: VOLUME : 2: [578, 193, 640, 204]
- sapta-photo: [400, 1210, 580, 1302]
